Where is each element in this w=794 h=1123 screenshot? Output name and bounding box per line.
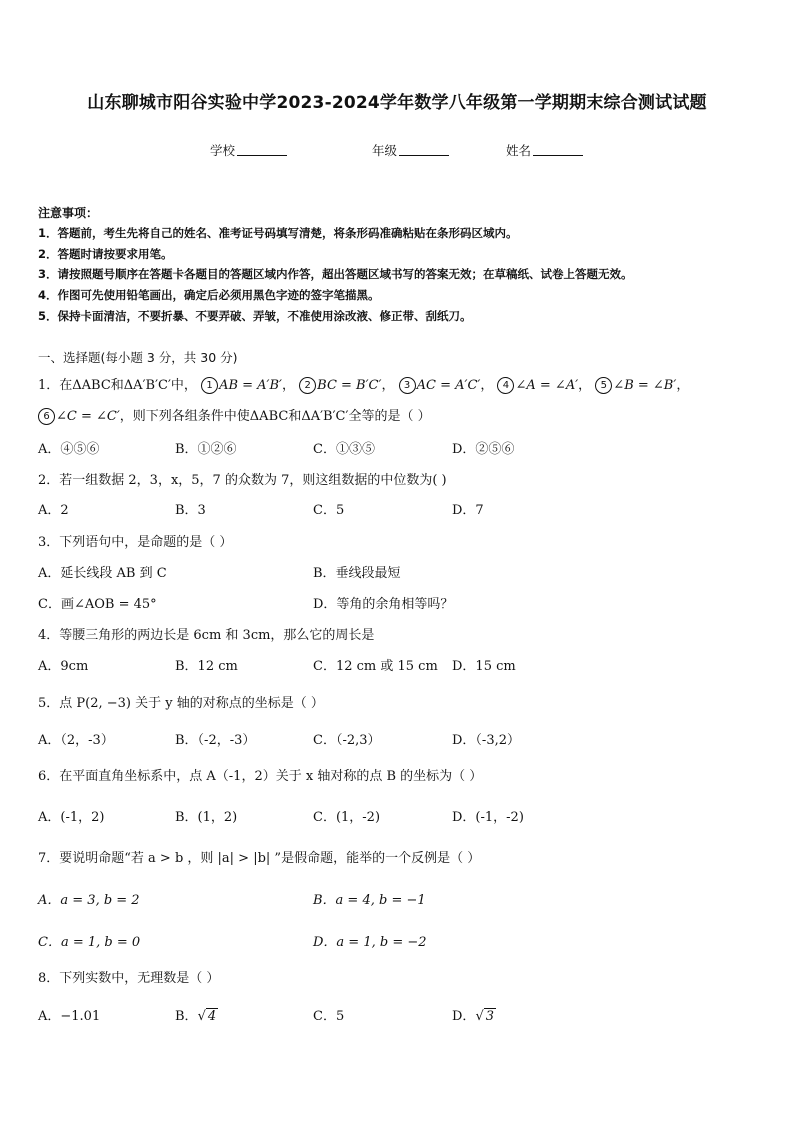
notes-heading: 注意事项： <box>38 206 99 220</box>
question-8-stem: 8．下列实数中，无理数是（ ） <box>38 971 220 986</box>
sqrt-symbol: √ 4 <box>197 1009 217 1024</box>
grade-label: 年级 <box>372 143 398 158</box>
option-a[interactable]: A．（2，-3） <box>38 733 114 748</box>
name-blank[interactable] <box>533 143 583 156</box>
circled-number: 3 <box>399 377 416 394</box>
option-a[interactable]: A．−1.01 <box>38 1009 101 1024</box>
sqrt-radicand: 4 <box>207 1009 217 1024</box>
option-c[interactable]: C．5 <box>313 1009 345 1024</box>
q1-stem-a: 1．在ΔABC和ΔA′B′C′中， <box>38 378 197 393</box>
option-c[interactable]: C．画∠AOB = 45° <box>38 597 157 612</box>
option-a[interactable]: A．(-1，2) <box>38 810 105 825</box>
option-b-label: B． <box>175 1009 198 1024</box>
option-d-label: D． <box>452 1009 476 1024</box>
option-b[interactable]: B．a = 4, b = −1 <box>313 893 426 908</box>
question-4-stem: 4．等腰三角形的两边长是 6cm 和 3cm，那么它的周长是 <box>38 628 375 643</box>
option-c[interactable]: C．①③⑤ <box>313 442 375 457</box>
school-field <box>210 141 287 159</box>
option-d[interactable]: D．②⑤⑥ <box>452 442 515 457</box>
name-field <box>506 141 583 159</box>
section-title: 一、选择题(每小题 3 分，共 30 分) <box>38 350 238 365</box>
sqrt-symbol: √ 3 <box>475 1009 495 1024</box>
circled-number: 6 <box>38 408 55 425</box>
note-item: 1．答题前，考生先将自己的姓名、准考证号码填写清楚，将条形码准确粘贴在条形码区域内。 <box>38 226 518 240</box>
question-7-stem: 7．要说明命题“若 a > b ，则 |a| > |b| ”是假命题，能举的一个反例是（ ） <box>38 851 481 866</box>
option-b[interactable]: B．(1，2) <box>175 810 238 825</box>
option-c[interactable]: C．(1，-2) <box>313 810 381 825</box>
option-a[interactable]: A．9cm <box>38 659 89 674</box>
option-b[interactable]: B．垂线段最短 <box>313 566 401 581</box>
grade-blank[interactable] <box>399 143 449 156</box>
circled-number: 5 <box>595 377 612 394</box>
option-d[interactable]: D．等角的余角相等吗？ <box>313 597 454 612</box>
circled-number: 4 <box>497 377 514 394</box>
option-c[interactable]: C．5 <box>313 503 345 518</box>
question-2-stem: 2．若一组数据 2，3，x，5，7 的众数为 7，则这组数据的中位数为( ) <box>38 473 447 488</box>
option-d[interactable]: D．（-3,2） <box>452 733 520 748</box>
option-a[interactable]: A．a = 3, b = 2 <box>38 893 140 908</box>
school-blank[interactable] <box>237 143 287 156</box>
option-b[interactable]: B．3 <box>175 503 206 518</box>
circled-number: 1 <box>201 377 218 394</box>
option-d[interactable]: D．a = 1, b = −2 <box>313 935 427 950</box>
sqrt-radicand: 3 <box>485 1009 495 1024</box>
note-item: 2．答题时请按要求用笔。 <box>38 247 173 261</box>
option-a[interactable]: A．④⑤⑥ <box>38 442 100 457</box>
option-a[interactable]: A．2 <box>38 503 69 518</box>
school-label: 学校 <box>210 143 236 158</box>
note-item: 3．请按照题号顺序在答题卡各题目的答题区域内作答，超出答题区域书写的答案无效；在草稿纸、试卷上答题无效。 <box>38 267 633 281</box>
option-a[interactable]: A．延长线段 AB 到 C <box>38 566 167 581</box>
note-item: 4．作图可先使用铅笔画出，确定后必须用黑色字迹的签字笔描黑。 <box>38 288 380 302</box>
option-b[interactable]: B．①②⑥ <box>175 442 237 457</box>
question-5-stem: 5．点 P(2, −3) 关于 y 轴的对称点的坐标是（ ） <box>38 696 324 711</box>
circled-number: 2 <box>299 377 316 394</box>
grade-field <box>372 141 449 159</box>
option-b[interactable]: B．（-2，-3） <box>175 733 256 748</box>
q1-condition: AC = A′C′ <box>416 378 481 393</box>
q1-condition: ∠A = ∠A′ <box>515 378 579 393</box>
option-c[interactable]: C．12 cm 或 15 cm <box>313 659 438 674</box>
option-c[interactable]: C．a = 1, b = 0 <box>38 935 141 950</box>
option-d[interactable]: D．7 <box>452 503 484 518</box>
option-d[interactable]: D．15 cm <box>452 659 516 674</box>
option-b[interactable] <box>175 1005 218 1024</box>
q1-condition: BC = B′C′ <box>317 378 382 393</box>
question-1-stem-line2 <box>38 405 431 425</box>
note-item: 5．保持卡面清洁，不要折暴、不要弄破、弄皱，不准使用涂改液、修正带、刮纸刀。 <box>38 309 472 323</box>
q1-stem-b: ，则下列各组条件中使ΔABC和ΔA′B′C′全等的是（ ） <box>119 409 431 424</box>
question-1-stem-line1: 1．在ΔABC和ΔA′B′C′中， 1 AB = A′B′， 2 BC = B′C′， 3 AC = A′C′， 4 ∠A = ∠A′， 5 ∠B = ∠B′， <box>38 378 690 393</box>
question-3-stem: 3．下列语句中，是命题的是（ ） <box>38 535 233 550</box>
option-c[interactable]: C．（-2,3） <box>313 733 381 748</box>
question-6-stem: 6．在平面直角坐标系中，点 A（-1，2）关于 x 轴对称的点 B 的坐标为（ ） <box>38 769 483 784</box>
q1-condition: AB = A′B′ <box>219 378 283 393</box>
option-d[interactable]: D．(-1，-2) <box>452 810 524 825</box>
option-d[interactable] <box>452 1005 496 1024</box>
q1-condition: ∠B = ∠B′ <box>613 378 677 393</box>
q1-condition: ∠C = ∠C′ <box>56 409 120 424</box>
name-label: 姓名 <box>506 143 532 158</box>
option-b[interactable]: B．12 cm <box>175 659 238 674</box>
page-title: 山东聊城市阳谷实验中学2023-2024学年数学八年级第一学期期末综合测试试题 <box>87 93 707 113</box>
